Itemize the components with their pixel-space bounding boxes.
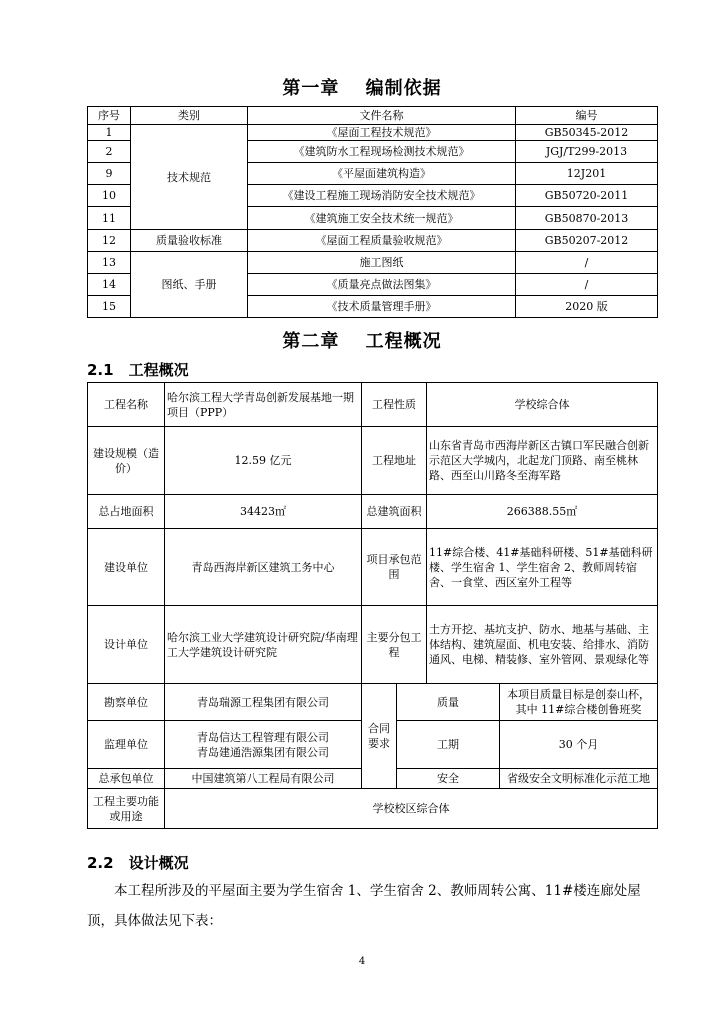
row-code: 2020 版 xyxy=(516,296,658,318)
row-code: GB50345-2012 xyxy=(516,125,658,141)
project-name: 哈尔滨工程大学青岛创新发展基地一期项目（PPP） xyxy=(165,383,362,427)
table-row xyxy=(88,789,658,829)
function-label: 工程主要功能或用途 xyxy=(88,789,165,829)
contract-scope: 11#综合楼、41#基础科研楼、51#基础科研楼、学生宿舍 1、学生宿舍 2、教师周转宿舍、一食堂、西区室外工程等 xyxy=(427,529,658,606)
page-number: 4 xyxy=(358,956,366,967)
row-no: 13 xyxy=(88,252,131,274)
header-name: 文件名称 xyxy=(248,107,516,125)
section-2-2-title: 2.2 设计概况 xyxy=(87,854,189,872)
row-name: 施工图纸 xyxy=(248,252,516,274)
row-category: 图纸、手册 xyxy=(131,252,248,318)
table-row xyxy=(88,252,658,274)
quality: 本项目质量目标是创泰山杯，其中 11#综合楼创鲁班奖 xyxy=(500,684,658,721)
row-code: GB50207-2012 xyxy=(516,230,658,252)
survey-label: 勘察单位 xyxy=(88,684,165,721)
contract-scope-label: 项目承包范围 xyxy=(362,529,427,606)
row-name: 《建设工程施工现场消防安全技术规范》 xyxy=(248,185,516,207)
row-category: 技术规范 xyxy=(131,125,248,230)
table-row xyxy=(88,383,658,427)
safety-label: 安全 xyxy=(397,769,500,789)
gc-label: 总承包单位 xyxy=(88,769,165,789)
gc: 中国建筑第八工程局有限公司 xyxy=(165,769,362,789)
land-area: 34423㎡ xyxy=(165,495,362,529)
row-name: 《平屋面建筑构造》 xyxy=(248,163,516,185)
project-nature-label: 工程性质 xyxy=(362,383,427,427)
supervisor-1: 青岛信达工程管理有限公司 xyxy=(197,730,329,744)
row-no: 15 xyxy=(88,296,131,318)
supervisor xyxy=(165,721,362,769)
duration-label: 工期 xyxy=(397,721,500,769)
row-name: 《技术质量管理手册》 xyxy=(248,296,516,318)
contract-req-label: 合同要求 xyxy=(362,684,397,789)
chapter-2-title: 第二章 工程概况 xyxy=(282,331,442,352)
sub-works-label: 主要分包工程 xyxy=(362,606,427,684)
overview-table xyxy=(87,382,658,829)
row-no: 1 xyxy=(88,125,131,141)
location-label: 工程地址 xyxy=(362,427,427,495)
row-code: / xyxy=(516,274,658,296)
table-row xyxy=(88,125,658,141)
row-name: 《质量亮点做法图集》 xyxy=(248,274,516,296)
table-row xyxy=(88,529,658,606)
row-no: 14 xyxy=(88,274,131,296)
land-area-label: 总占地面积 xyxy=(88,495,165,529)
row-name: 《屋面工程质量验收规范》 xyxy=(248,230,516,252)
row-code: / xyxy=(516,252,658,274)
owner-label: 建设单位 xyxy=(88,529,165,606)
scale-label: 建设规模（造价） xyxy=(88,427,165,495)
row-name: 《屋面工程技术规范》 xyxy=(248,125,516,141)
designer: 哈尔滨工业大学建筑设计研究院/华南理工大学建筑设计研究院 xyxy=(165,606,362,684)
basis-table xyxy=(87,106,658,318)
table-row xyxy=(88,684,658,721)
row-code: GB50720-2011 xyxy=(516,185,658,207)
design-paragraph: 本工程所涉及的平屋面主要为学生宿舍 1、学生宿舍 2、教师周转公寓、11#楼连廊处屋顶，具体做法见下表： xyxy=(87,883,641,929)
table-row xyxy=(88,495,658,529)
row-no: 11 xyxy=(88,207,131,230)
row-name: 《建筑防水工程现场检测技术规范》 xyxy=(248,141,516,163)
project-name-label: 工程名称 xyxy=(88,383,165,427)
safety: 省级安全文明标准化示范工地 xyxy=(500,769,658,789)
header-category: 类别 xyxy=(131,107,248,125)
supervisor-label: 监理单位 xyxy=(88,721,165,769)
quality-label: 质量 xyxy=(397,684,500,721)
section-2-1-title: 2.1 工程概况 xyxy=(87,361,189,379)
row-no: 12 xyxy=(88,230,131,252)
designer-label: 设计单位 xyxy=(88,606,165,684)
location: 山东省青岛市西海岸新区古镇口军民融合创新示范区大学城内，北起龙门顶路、南至桃林路、西至山川路冬至海军路 xyxy=(427,427,658,495)
row-category: 质量验收标准 xyxy=(131,230,248,252)
building-area-label: 总建筑面积 xyxy=(362,495,427,529)
table-row xyxy=(88,427,658,495)
row-code: GB50870-2013 xyxy=(516,207,658,230)
row-no: 2 xyxy=(88,141,131,163)
sub-works: 土方开挖、基坑支护、防水、地基与基础、主体结构、建筑屋面、机电安装、给排水、消防通风、电梯、精装修、室外管网、景观绿化等 xyxy=(427,606,658,684)
table-row xyxy=(88,606,658,684)
chapter-1-title: 第一章 编制依据 xyxy=(282,78,442,99)
building-area: 266388.55㎡ xyxy=(427,495,658,529)
header-code: 编号 xyxy=(516,107,658,125)
supervisor-2: 青岛建通浩源集团有限公司 xyxy=(197,745,329,759)
basis-header-row xyxy=(88,107,658,125)
scale: 12.59 亿元 xyxy=(165,427,362,495)
header-no: 序号 xyxy=(88,107,131,125)
row-code: 12J201 xyxy=(516,163,658,185)
row-code: JGJ/T299-2013 xyxy=(516,141,658,163)
row-no: 9 xyxy=(88,163,131,185)
row-name: 《建筑施工安全技术统一规范》 xyxy=(248,207,516,230)
function: 学校校区综合体 xyxy=(165,789,658,829)
row-no: 10 xyxy=(88,185,131,207)
table-row xyxy=(88,230,658,252)
duration: 30 个月 xyxy=(500,721,658,769)
survey: 青岛瑞源工程集团有限公司 xyxy=(165,684,362,721)
owner: 青岛西海岸新区建筑工务中心 xyxy=(165,529,362,606)
project-nature: 学校综合体 xyxy=(427,383,658,427)
